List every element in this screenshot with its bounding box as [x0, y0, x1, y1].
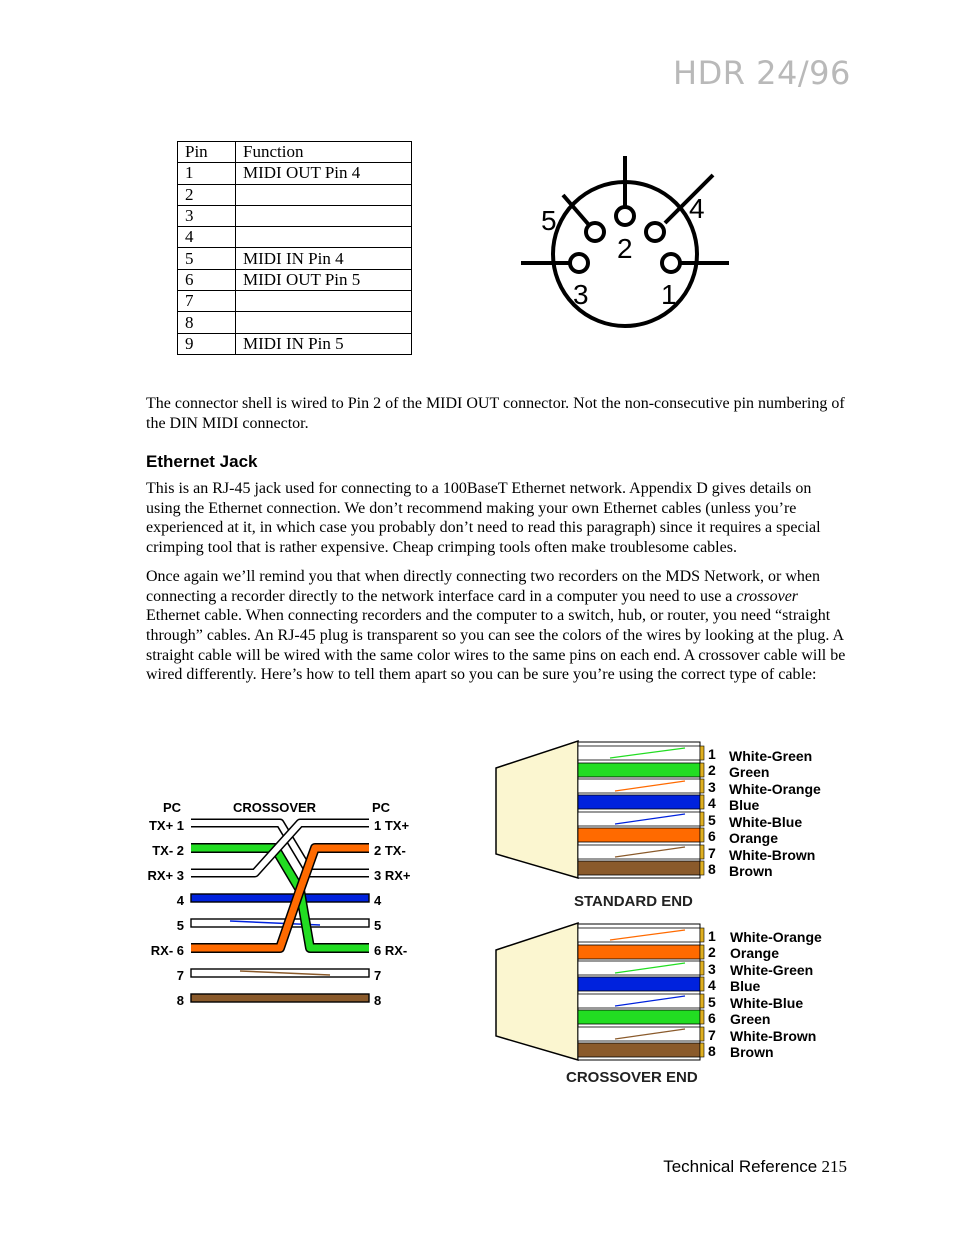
right-pin-label: 2 TX- [374, 843, 406, 858]
table-cell-pin: 1 [178, 163, 236, 184]
wire-orange [578, 945, 700, 959]
page-footer [663, 1157, 847, 1177]
pin-number: 1 [708, 928, 716, 944]
crossover-left-header: PC [163, 800, 182, 815]
pin-number: 5 [708, 994, 716, 1010]
table-row [178, 333, 412, 354]
table-cell-function: MIDI IN Pin 4 [236, 248, 412, 269]
left-pin-label: 7 [176, 968, 184, 983]
pin-number: 8 [708, 1043, 716, 1059]
contact-pin [700, 812, 704, 826]
wire-color-label: White-Orange [729, 781, 821, 797]
wire-color-label: White-Orange [730, 929, 822, 945]
contact-pin [700, 828, 704, 842]
wire-blue [578, 795, 700, 809]
paragraph-text: Ethernet cable. When connecting recorders and the computer to a switch, hub, or router, you need “straight through” cables. An RJ-45 plug is transparent so you can see the colors of the wires by looking at the plug. A straight cable will be wired with the same color wires to the same pins on each end. A crossover cable will be wired differently. Here’s how to tell them apart so you can be sure you’re using the correct type of cable: [146, 607, 846, 684]
table-cell-pin: 3 [178, 205, 236, 226]
crossover-end-caption: CROSSOVER END [566, 1069, 698, 1086]
document-header-title: HDR 24/96 [673, 54, 851, 92]
plug-body [496, 923, 578, 1060]
contact-pin [700, 961, 704, 975]
table-row [178, 312, 412, 333]
ethernet-paragraph-2 [146, 567, 846, 685]
table-cell-function [236, 205, 412, 226]
midi-paragraph [146, 394, 846, 442]
ethernet-body [146, 479, 846, 694]
wire-color-label: Blue [729, 797, 760, 813]
table-header-row [178, 142, 412, 163]
pin-number: 7 [708, 1027, 716, 1043]
din-pin-hole [662, 254, 680, 272]
pin-number: 1 [708, 746, 716, 762]
right-pin-label: 5 [374, 918, 382, 933]
footer-section-title: Technical Reference [663, 1157, 818, 1176]
wire-green [578, 763, 700, 777]
pin-number: 4 [708, 977, 716, 993]
table-cell-function: MIDI OUT Pin 4 [236, 163, 412, 184]
wire-color-label: Orange [729, 830, 779, 846]
wire-orange [578, 828, 700, 842]
wire-brown [578, 1043, 700, 1057]
left-pin-label: 8 [176, 993, 184, 1008]
left-pin-label: 4 [176, 893, 184, 908]
contact-pin [700, 763, 704, 777]
contact-pin [700, 994, 704, 1008]
contact-pin [700, 1043, 704, 1057]
standard-end-caption: STANDARD END [574, 893, 693, 910]
right-pin-label: 8 [374, 993, 382, 1008]
contact-pin [700, 746, 704, 760]
contact-pin [700, 861, 704, 875]
pin-number: 4 [708, 795, 716, 811]
wire-color-label: Brown [730, 1044, 774, 1060]
crossover-wiring-diagram [140, 795, 430, 1015]
wire-green [578, 1010, 700, 1024]
pin-number: 6 [708, 1010, 716, 1026]
contact-pin [700, 1010, 704, 1024]
din-pin-label: 5 [541, 205, 557, 236]
table-cell-pin: 6 [178, 269, 236, 290]
wire-brown [191, 994, 369, 1002]
contact-pin [700, 1027, 704, 1041]
wire-color-label: Green [730, 1011, 771, 1027]
wire-color-label: Brown [729, 863, 773, 879]
plug-body [496, 741, 578, 878]
right-pin-label: 3 RX+ [374, 868, 411, 883]
left-pin-label: TX- 2 [152, 843, 184, 858]
table-row [178, 184, 412, 205]
table-cell-pin: 8 [178, 312, 236, 333]
din-pin-hole [586, 223, 604, 241]
contact-pin [700, 928, 704, 942]
paragraph-text: Once again we’ll remind you that when directly connecting two recorders on the MDS Network, or when connecting a recorder directly to the network interface card in a computer you need to use a [146, 567, 821, 605]
midi-shell-text: The connector shell is wired to Pin 2 of the MIDI OUT connector. Not the non-consecutive pin numbering of the DIN MIDI connector. [146, 395, 845, 432]
crossover-right-header: PC [372, 800, 391, 815]
wire-blue [578, 977, 700, 991]
wire-color-label: White-Green [730, 962, 814, 978]
left-pin-label: 5 [176, 918, 184, 933]
pin-function-table [177, 141, 412, 355]
din-pin-hole [570, 254, 588, 272]
table-cell-pin: 5 [178, 248, 236, 269]
table-row [178, 163, 412, 184]
pin-number: 6 [708, 828, 716, 844]
table-cell-function [236, 227, 412, 248]
table-cell-pin: 7 [178, 291, 236, 312]
table-row [178, 248, 412, 269]
pin-number: 3 [708, 779, 716, 795]
left-pin-label: RX- 6 [150, 943, 184, 958]
standard-end-plug-diagram [490, 738, 850, 913]
table-row [178, 227, 412, 248]
wire-color-label: White-Brown [729, 847, 816, 863]
section-heading-ethernet: Ethernet Jack [146, 452, 258, 471]
table-header-function: Function [236, 142, 412, 163]
table-cell-pin: 4 [178, 227, 236, 248]
pin-number: 5 [708, 812, 716, 828]
crossover-center-header: CROSSOVER [233, 800, 317, 815]
contact-pin [700, 779, 704, 793]
din-pin-hole [646, 223, 664, 241]
right-pin-label: 4 [374, 893, 382, 908]
table-cell-function: MIDI OUT Pin 5 [236, 269, 412, 290]
left-pin-label: TX+ 1 [148, 818, 184, 833]
table-header-pin: Pin [178, 142, 236, 163]
table-cell-pin: 9 [178, 333, 236, 354]
pin-number: 3 [708, 961, 716, 977]
table-cell-pin: 2 [178, 184, 236, 205]
table-row [178, 205, 412, 226]
din-connector-diagram [515, 150, 735, 340]
ethernet-paragraph-1: This is an RJ-45 jack used for connecting to a 100BaseT Ethernet network. Appendix D gives details on using the Ethernet connection. We don’t recommend making your own Ethernet cables (unless you’re experienced at it, in which case you probably don’t need to read this paragraph) since it requires a special crimping tool that is rather expensive. Cheap crimping tools often make troublesome cables. [146, 480, 821, 557]
din-pin-hole [616, 207, 634, 225]
table-row [178, 269, 412, 290]
din-pin-label: 2 [617, 233, 633, 264]
table-cell-function [236, 312, 412, 333]
right-pin-label: 6 RX- [374, 943, 408, 958]
wire-color-label: Blue [730, 978, 761, 994]
crossover-emphasis: crossover [736, 587, 799, 605]
pin-number: 7 [708, 845, 716, 861]
wire-color-label: White-Blue [729, 814, 803, 830]
pin-number: 2 [708, 944, 716, 960]
table-cell-function [236, 184, 412, 205]
right-pin-label: 1 TX+ [374, 818, 410, 833]
table-cell-function [236, 291, 412, 312]
wire-blue [191, 894, 369, 902]
table-row [178, 291, 412, 312]
right-pin-label: 7 [374, 968, 382, 983]
din-pin-label: 1 [661, 279, 677, 310]
wire-color-label: White-Green [729, 748, 813, 764]
left-pin-label: RX+ 3 [147, 868, 184, 883]
wire-color-label: White-Blue [730, 995, 804, 1011]
contact-pin [700, 977, 704, 991]
table-cell-function: MIDI IN Pin 5 [236, 333, 412, 354]
pin-number: 2 [708, 762, 716, 778]
contact-pin [700, 795, 704, 809]
wire-brown [578, 861, 700, 875]
contact-pin [700, 845, 704, 859]
wire-color-label: White-Brown [730, 1028, 817, 1044]
pin-number: 8 [708, 861, 716, 877]
crossover-end-plug-diagram [490, 920, 850, 1092]
contact-pin [700, 945, 704, 959]
page-number: 215 [821, 1157, 847, 1176]
din-pin-label: 3 [573, 279, 589, 310]
wire-color-label: Green [729, 764, 770, 780]
wire-color-label: Orange [730, 945, 780, 961]
din-pin-label: 4 [689, 193, 705, 224]
